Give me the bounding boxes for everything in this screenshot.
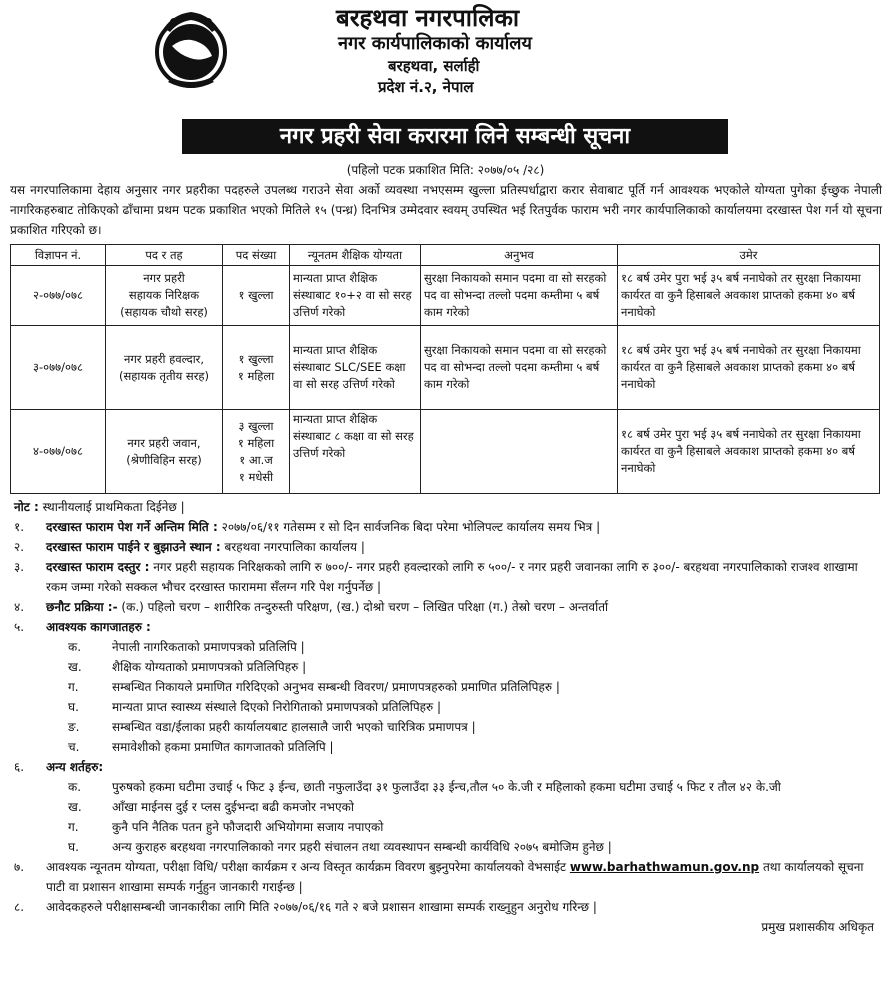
list-item: [14, 617, 882, 637]
post-count: [223, 326, 290, 410]
term-item: [68, 777, 882, 797]
age-limit: १८ बर्ष उमेर पुरा भई ३५ बर्ष ननाघेको तर सुरक्षा निकायमा कार्यरत वा कुनै हिसाबले अवकाश प्राप्तको हकमा ४० बर्ष ननाघेको: [618, 410, 880, 494]
office-location: बरहथवा, सर्लाही: [388, 57, 480, 75]
post-level: [106, 266, 223, 326]
item-label: छनौट प्रक्रिया :-: [46, 600, 118, 614]
count-line: १ महिला: [237, 435, 275, 450]
item-text: बरहथवा नगरपालिका कार्यालय |: [224, 540, 365, 554]
ad-number: ३-०७७/०७८: [11, 326, 106, 410]
post-line: नगर प्रहरी जवान,: [127, 435, 201, 450]
experience: सुरक्षा निकायको समान पदमा वा सो सरहको पद वा सोभन्दा तल्लो पदमा कम्तीमा ५ बर्ष काम गरेको: [421, 326, 618, 410]
table-row: [11, 326, 880, 410]
item-number: ६.: [14, 760, 25, 774]
office-name: नगर कार्यपालिकाको कार्यालय: [338, 33, 532, 54]
term-number: क.: [68, 780, 82, 794]
publish-date: (पहिलो पटक प्रकाशित मिति: २०७७/०५ /२८): [346, 163, 545, 177]
notice-terms: [14, 497, 882, 937]
signature: प्रमुख प्रशासकीय अधिकृत: [761, 920, 874, 934]
note-line: [14, 497, 882, 517]
post-line: सहायक निरिक्षक: [128, 288, 200, 302]
doc-number: ख.: [68, 660, 82, 674]
doc-number: क.: [68, 640, 82, 654]
term-text: अन्य कुराहरु बरहथवा नगरपालिकाको नगर प्रहरी संचालन तथा व्यवस्थापन सम्बन्धी कार्यविधि २०७५ बमोजिम हुनेछ |: [112, 840, 612, 854]
item-text: आवश्यक न्यूनतम योग्यता, परीक्षा विधि/ परीक्षा कार्यक्रम र अन्य विस्तृत कार्यक्रम विवरण बुझ्नुपरेमा कार्यालयको वेभसाईट: [46, 860, 567, 874]
col-header: अनुभव: [421, 245, 618, 266]
min-qualification: मान्यता प्राप्त शैक्षिक संस्थाबाट ८ कक्षा वा सो सरह उत्तिर्ण गरेको: [290, 410, 421, 494]
item-text: आवेदकहरुले परीक्षासम्बन्धी जानकारीका लागि मिति २०७७/०६/१६ गते २ बजे प्रशासन शाखामा सम्पर्क राख्नुहुन अनुरोध गरिन्छ |: [46, 900, 597, 914]
item-number: ४.: [14, 600, 25, 614]
col-header: उमेर: [618, 245, 880, 266]
item-number: ५.: [14, 620, 25, 634]
ad-number: ४-०७७/०७८: [11, 410, 106, 494]
col-header: पद संख्या: [223, 245, 290, 266]
count-line: १ महिला: [237, 368, 275, 383]
term-number: ग.: [68, 820, 79, 834]
count-line: ३ खुल्ला: [238, 418, 274, 433]
municipality-name: बरहथवा नगरपालिका: [336, 4, 520, 32]
post-line: (श्रेणीविहिन सरह): [126, 452, 202, 467]
doc-text: शैक्षिक योग्यताको प्रमाणपत्रको प्रतिलिपिहरु |: [112, 660, 307, 674]
list-item: [14, 557, 882, 597]
list-item: [14, 537, 882, 557]
doc-number: घ.: [68, 700, 79, 714]
list-item: [14, 517, 882, 537]
table-header-row: [11, 245, 880, 266]
item-label: दरखास्त फाराम पाईने र बुझाउने स्थान :: [46, 540, 221, 554]
item-text: नगर प्रहरी सहायक निरिक्षकको लागि रु ७००/- नगर प्रहरी हवल्दारको लागि रु ५००/- र नगर प्रहरी जवानका लागि रु ३००/- बरहथवा नगरपालिकाको राजश्व शाखामा रकम जम्मा गरेको सक्कल भौचर दरखास्त फाराममा सँलग्न गरि पेश गर्नुपर्नेछ |: [46, 560, 858, 594]
note-label: नोट :: [14, 500, 39, 514]
item-label: दरखास्त फाराम दस्तुर :: [46, 560, 150, 574]
note-text: स्थानीयलाई प्राथमिकता दिईनेछ |: [42, 500, 185, 514]
doc-text: सम्बन्धित निकायले प्रमाणित गरिदिएको अनुभव सम्बन्धी विवरण/ प्रमाणपत्रहरुको प्रमाणित प्रतिलिपिहरु |: [112, 680, 560, 694]
term-text: कुनै पनि नैतिक पतन हुने फौजदारी अभियोगमा सजाय नपाएको: [112, 820, 384, 834]
terms-title: अन्य शर्तहरु:: [46, 760, 104, 774]
doc-text: मान्यता प्राप्त स्वास्थ्य संस्थाले दिएको निरोगिताको प्रमाणपत्रको प्रतिलिपिहरु |: [112, 700, 442, 714]
item-label: दरखास्त फाराम पेश गर्ने अन्तिम मिति :: [46, 520, 218, 534]
list-item: [14, 597, 882, 617]
term-text: पुरुषको हकमा घटीमा उचाई ५ फिट ३ ईन्च, छाती नफुलाउँदा ३१ फुलाउँदा ३३ ईन्च,तौल ५० के.जी र महिलाको हकमा घटीमा उचाई ५ फिट र तौल ४२ के.जी: [112, 780, 781, 794]
doc-number: ग.: [68, 680, 79, 694]
col-header: न्यूनतम शैक्षिक योग्यता: [290, 245, 421, 266]
doc-number: ङ.: [68, 720, 80, 734]
post-line: नगर प्रहरी हवल्दार,: [123, 351, 205, 366]
website-link[interactable]: www.barhathwamun.gov.np: [569, 860, 760, 874]
count-line: १ खुल्ला: [238, 288, 274, 302]
term-item: [68, 837, 882, 857]
doc-text: सम्बन्धित वडा/ईलाका प्रहरी कार्यालयबाट हालसालै जारी भएको चारित्रिक प्रमाणपत्र |: [112, 720, 476, 734]
doc-item: [68, 697, 882, 717]
age-limit: १८ बर्ष उमेर पुरा भई ३५ बर्ष ननाघेको तर सुरक्षा निकायमा कार्यरत वा कुनै हिसाबले अवकाश प्राप्तको हकमा ४० बर्ष ननाघेको: [618, 326, 880, 410]
post-count: [223, 410, 290, 494]
item-text: तथा कार्यालयको सूचना पाटी वा प्रशासन शाखामा सम्पर्क गर्नुहुन जानकारी गराईन्छ |: [46, 860, 864, 894]
list-item: [14, 897, 882, 917]
post-level: [106, 410, 223, 494]
notice-title: नगर प्रहरी सेवा करारमा लिने सम्बन्धी सूचना: [182, 119, 728, 154]
col-header: पद र तह: [106, 245, 223, 266]
item-number: १.: [14, 520, 25, 534]
doc-item: [68, 737, 882, 757]
table-row: [11, 266, 880, 326]
post-level: [106, 326, 223, 410]
doc-item: [68, 717, 882, 737]
intro-paragraph: यस नगरपालिकामा देहाय अनुसार नगर प्रहरीका पदहरुले उपलब्ध गराउने सेवा अर्को व्यवस्था नभएसम्म खुल्ला प्रतिस्पर्धाद्वारा करार सेवाबाट पूर्ति गर्न आवश्यक भएकोले योग्यता पुगेका ईच्छुक नेपाली नागरिकहरुबाट तोकिएको ढाँचामा प्रथम पटक प्रकाशित भएको मितिले १५ (पन्ध्र) दिनभित्र उम्मेदवार स्वयम् उपस्थित भई रितपुर्वक फाराम भरी नगर कार्यपालिकाको कार्यालयमा दरखास्त पेश गर्न यो सूचना प्रकाशित गरिएको छ।: [10, 183, 882, 237]
doc-item: [68, 677, 882, 697]
list-item: [14, 757, 882, 777]
post-line: नगर प्रहरी: [143, 271, 185, 285]
table-row: [11, 410, 880, 494]
item-number: ८.: [14, 900, 25, 914]
min-qualification: मान्यता प्राप्त शैक्षिक संस्थाबाट १०+२ वा सो सरह उत्तिर्ण गरेको: [290, 266, 421, 326]
list-item: [14, 857, 882, 897]
term-item: [68, 797, 882, 817]
experience: [421, 410, 618, 494]
doc-text: नेपाली नागरिकताको प्रमाणपत्रको प्रतिलिपि |: [112, 640, 305, 654]
item-number: २.: [14, 540, 25, 554]
item-number: ३.: [14, 560, 25, 574]
doc-item: [68, 637, 882, 657]
office-header: [300, 4, 640, 98]
term-number: घ.: [68, 840, 79, 854]
min-qualification: मान्यता प्राप्त शैक्षिक संस्थाबाट SLC/SEE कक्षा वा सो सरह उत्तिर्ण गरेको: [290, 326, 421, 410]
post-line: (सहायक तृतीय सरह): [119, 368, 209, 383]
term-text: आँखा माईनस दुई र प्लस दुईभन्दा बढी कमजोर नभएको: [112, 800, 354, 814]
item-text: २०७७/०६/११ गतेसम्म र सो दिन सार्वजनिक बिदा परेमा भोलिपल्ट कार्यालय समय भित्र |: [221, 520, 601, 534]
doc-number: च.: [68, 740, 80, 754]
item-text: (क.) पहिलो चरण – शारीरिक तन्दुरुस्ती परिक्षण, (ख.) दोश्रो चरण – लिखित परिक्षा (ग.) तेस्रो चरण – अन्तर्वार्ता: [121, 600, 609, 614]
posts-table: [10, 244, 880, 494]
item-number: ७.: [14, 860, 25, 874]
col-header: विज्ञापन नं.: [11, 245, 106, 266]
count-line: १ खुल्ला: [238, 351, 274, 366]
experience: सुरक्षा निकायको समान पदमा वा सो सरहको पद वा सोभन्दा तल्लो पदमा कम्तीमा ५ बर्ष काम गरेको: [421, 266, 618, 326]
count-line: १ मधेसी: [238, 469, 274, 484]
office-province: प्रदेश नं.२, नेपाल: [378, 78, 474, 96]
doc-item: [68, 657, 882, 677]
nepal-emblem-icon: [150, 6, 232, 92]
ad-number: २-०७७/०७८: [11, 266, 106, 326]
term-item: [68, 817, 882, 837]
age-limit: १८ बर्ष उमेर पुरा भई ३५ बर्ष ननाघेको तर सुरक्षा निकायमा कार्यरत वा कुनै हिसाबले अवकाश प्राप्तको हकमा ४० बर्ष ननाघेको: [618, 266, 880, 326]
docs-title: आवश्यक कागजातहरु :: [46, 620, 151, 634]
doc-text: समावेशीको हकमा प्रमाणित कागजातको प्रतिलिपि |: [112, 740, 334, 754]
post-count: [223, 266, 290, 326]
count-line: १ आ.ज: [239, 452, 273, 467]
post-line: (सहायक चौथो सरह): [120, 305, 208, 319]
term-number: ख.: [68, 800, 82, 814]
